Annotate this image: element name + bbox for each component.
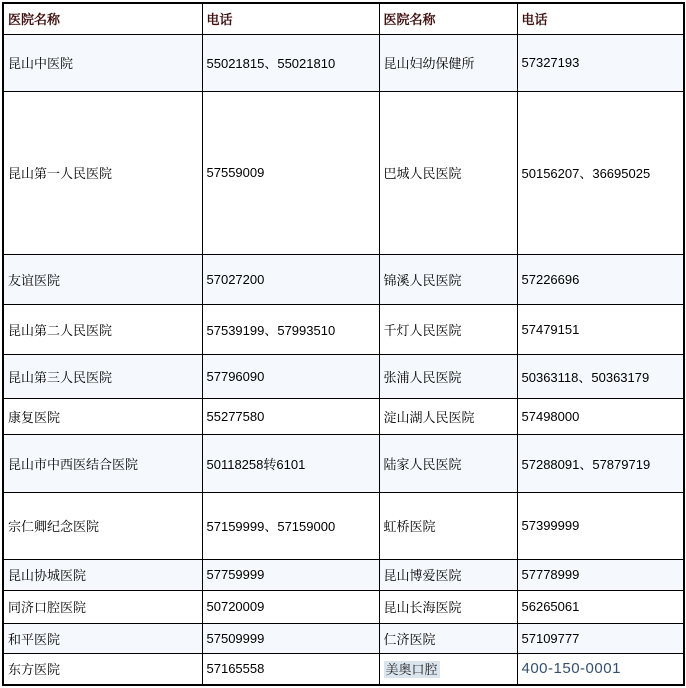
hospital-name-cell: 锦溪人民医院 (379, 254, 517, 304)
table-row (3, 91, 684, 254)
phone-cell: 57159999、57159000 (202, 492, 379, 559)
hospital-name-cell: 同济口腔医院 (3, 590, 202, 623)
phone-cell: 57778999 (517, 559, 684, 590)
table-row (3, 623, 684, 653)
phone-cell: 57498000 (517, 398, 684, 434)
hospital-name-cell: 昆山市中西医结合医院 (3, 434, 202, 492)
hospital-name-cell: 和平医院 (3, 623, 202, 653)
hospital-name-cell: 昆山博爱医院 (379, 559, 517, 590)
hospital-name-cell: 东方医院 (3, 653, 202, 685)
hospital-name-cell: 陆家人民医院 (379, 434, 517, 492)
table-row (3, 653, 684, 685)
table-row (3, 590, 684, 623)
table-row (3, 354, 684, 398)
hospital-name-cell: 昆山第二人民医院 (3, 304, 202, 354)
header-phone-right: 电话 (517, 3, 684, 34)
table-row (3, 559, 684, 590)
highlighted-hospital-name: 美奥口腔 (385, 662, 438, 678)
table-row (3, 34, 684, 91)
hospital-name-cell: 宗仁卿纪念医院 (3, 492, 202, 559)
hospital-name-cell: 巴城人民医院 (379, 91, 517, 254)
header-hospital-name-right: 医院名称 (379, 3, 517, 34)
phone-cell: 57027200 (202, 254, 379, 304)
header-row (3, 3, 684, 34)
hospital-name-cell: 昆山第一人民医院 (3, 91, 202, 254)
hospital-name-cell: 千灯人民医院 (379, 304, 517, 354)
hospital-name-cell: 昆山长海医院 (379, 590, 517, 623)
phone-cell: 57327193 (517, 34, 684, 91)
hospital-name-cell: 虹桥医院 (379, 492, 517, 559)
phone-cell: 50118258转6101 (202, 434, 379, 492)
phone-cell: 57288091、57879719 (517, 434, 684, 492)
header-hospital-name-left: 医院名称 (3, 3, 202, 34)
phone-cell: 57399999 (517, 492, 684, 559)
hospital-name-cell: 张浦人民医院 (379, 354, 517, 398)
hospital-name-cell: 康复医院 (3, 398, 202, 434)
phone-cell: 50363118、50363179 (517, 354, 684, 398)
phone-cell: 57165558 (202, 653, 379, 685)
hospital-phone-table (2, 2, 685, 686)
phone-cell: 55021815、55021810 (202, 34, 379, 91)
phone-cell: 57759999 (202, 559, 379, 590)
phone-cell: 50156207、36695025 (517, 91, 684, 254)
table-row (3, 492, 684, 559)
hospital-name-cell: 友谊医院 (3, 254, 202, 304)
phone-cell: 56265061 (517, 590, 684, 623)
phone-cell: 57109777 (517, 623, 684, 653)
phone-cell: 57226696 (517, 254, 684, 304)
table-row (3, 254, 684, 304)
phone-cell: 57796090 (202, 354, 379, 398)
hospital-name-cell: 昆山协城医院 (3, 559, 202, 590)
table-row (3, 304, 684, 354)
hospital-name-cell: 昆山第三人民医院 (3, 354, 202, 398)
phone-cell: 57479151 (517, 304, 684, 354)
hospital-name-cell: 昆山妇幼保健所 (379, 34, 517, 91)
phone-cell: 57559009 (202, 91, 379, 254)
hospital-name-cell: 昆山中医院 (3, 34, 202, 91)
table-row (3, 434, 684, 492)
hospital-name-cell: 淀山湖人民医院 (379, 398, 517, 434)
hospital-name-cell (379, 653, 517, 685)
phone-cell-accent: 400-150-0001 (517, 653, 684, 685)
phone-cell: 50720009 (202, 590, 379, 623)
header-phone-left: 电话 (202, 3, 379, 34)
phone-cell: 55277580 (202, 398, 379, 434)
phone-cell: 57509999 (202, 623, 379, 653)
hospital-name-cell: 仁济医院 (379, 623, 517, 653)
phone-cell: 57539199、57993510 (202, 304, 379, 354)
table-row (3, 398, 684, 434)
